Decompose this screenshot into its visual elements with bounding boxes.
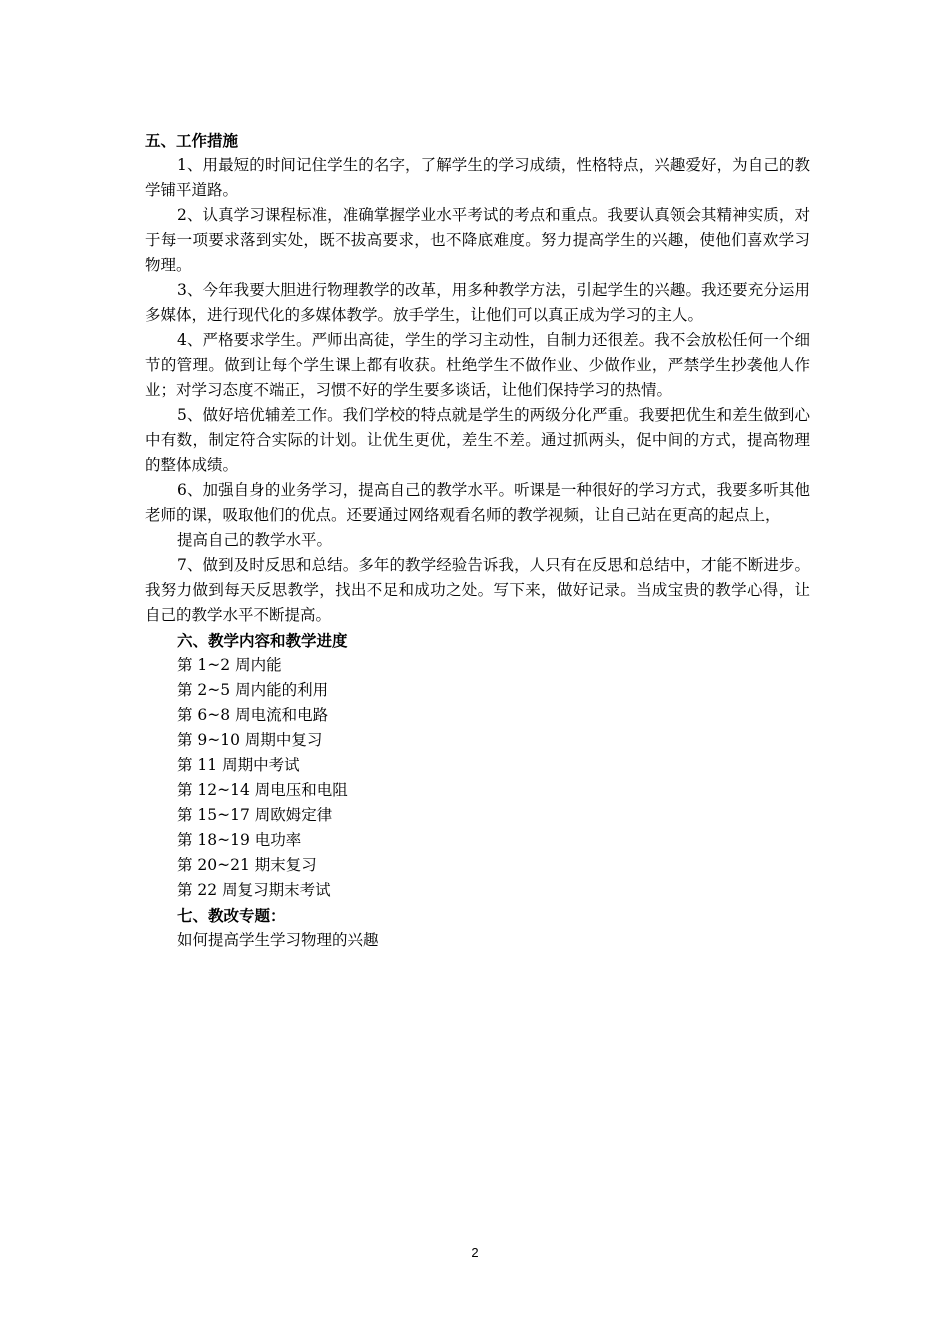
page-number: 2 <box>471 1245 479 1260</box>
measure-2: 2、认真学习课程标准，准确掌握学业水平考试的考点和重点。我要认真领会其精神实质，对于每一项要求落到实处，既不拔高要求，也不降底难度。努力提高学生的兴趣，使他们喜欢学习物理。 <box>145 206 810 274</box>
teaching-reform-topic: 如何提高学生学习物理的兴趣 <box>177 931 379 949</box>
section-6-heading: 六、教学内容和教学进度 <box>177 631 348 650</box>
schedule-item: 第 18~19 电功率 <box>177 831 302 849</box>
measure-4: 4、严格要求学生。严师出高徒，学生的学习主动性，自制力还很差。我不会放松任何一个细节的管理。做到让每个学生课上都有收获。杜绝学生不做作业、少做作业，严禁学生抄袭他人作业；对学习态度不端正，习惯不好的学生要多谈话，让他们保持学习的热情。 <box>145 331 810 399</box>
schedule-item: 第 2~5 周内能的利用 <box>177 681 329 699</box>
schedule-item: 第 15~17 周欧姆定律 <box>177 806 333 824</box>
schedule-item: 第 12~14 周电压和电阻 <box>177 781 348 799</box>
measure-3: 3、今年我要大胆进行物理教学的改革，用多种教学方法，引起学生的兴趣。我还要充分运用多媒体，进行现代化的多媒体教学。放手学生，让他们可以真正成为学习的主人。 <box>145 281 810 324</box>
schedule-item: 第 22 周复习期末考试 <box>177 881 331 899</box>
measure-7: 7、做到及时反思和总结。多年的教学经验告诉我，人只有在反思和总结中，才能不断进步。我努力做到每天反思教学，找出不足和成功之处。写下来，做好记录。当成宝贵的教学心得，让自己的教学水平不断提高。 <box>145 556 810 624</box>
schedule-item: 第 1~2 周内能 <box>177 656 282 674</box>
schedule-item: 第 20~21 期末复习 <box>177 856 317 874</box>
schedule-item: 第 11 周期中考试 <box>177 756 300 774</box>
measure-6-continued: 提高自己的教学水平。 <box>177 531 333 549</box>
measure-5: 5、做好培优辅差工作。我们学校的特点就是学生的两级分化严重。我要把优生和差生做到心中有数，制定符合实际的计划。让优生更优，差生不差。通过抓两头，促中间的方式，提高物理的整体成绩。 <box>145 406 810 474</box>
section-5-heading: 五、工作措施 <box>145 131 239 150</box>
section-7-heading: 七、教改专题： <box>177 906 286 925</box>
measure-6: 6、加强自身的业务学习，提高自己的教学水平。听课是一种很好的学习方式，我要多听其他老师的课，吸取他们的优点。还要通过网络观看名师的教学视频，让自己站在更高的起点上， <box>145 481 810 524</box>
measure-1: 1、用最短的时间记住学生的名字，了解学生的学习成绩，性格特点，兴趣爱好，为自己的教学铺平道路。 <box>145 156 810 199</box>
schedule-item: 第 9~10 周期中复习 <box>177 731 323 749</box>
body-text <box>145 128 810 953</box>
schedule-item: 第 6~8 周电流和电路 <box>177 706 329 724</box>
